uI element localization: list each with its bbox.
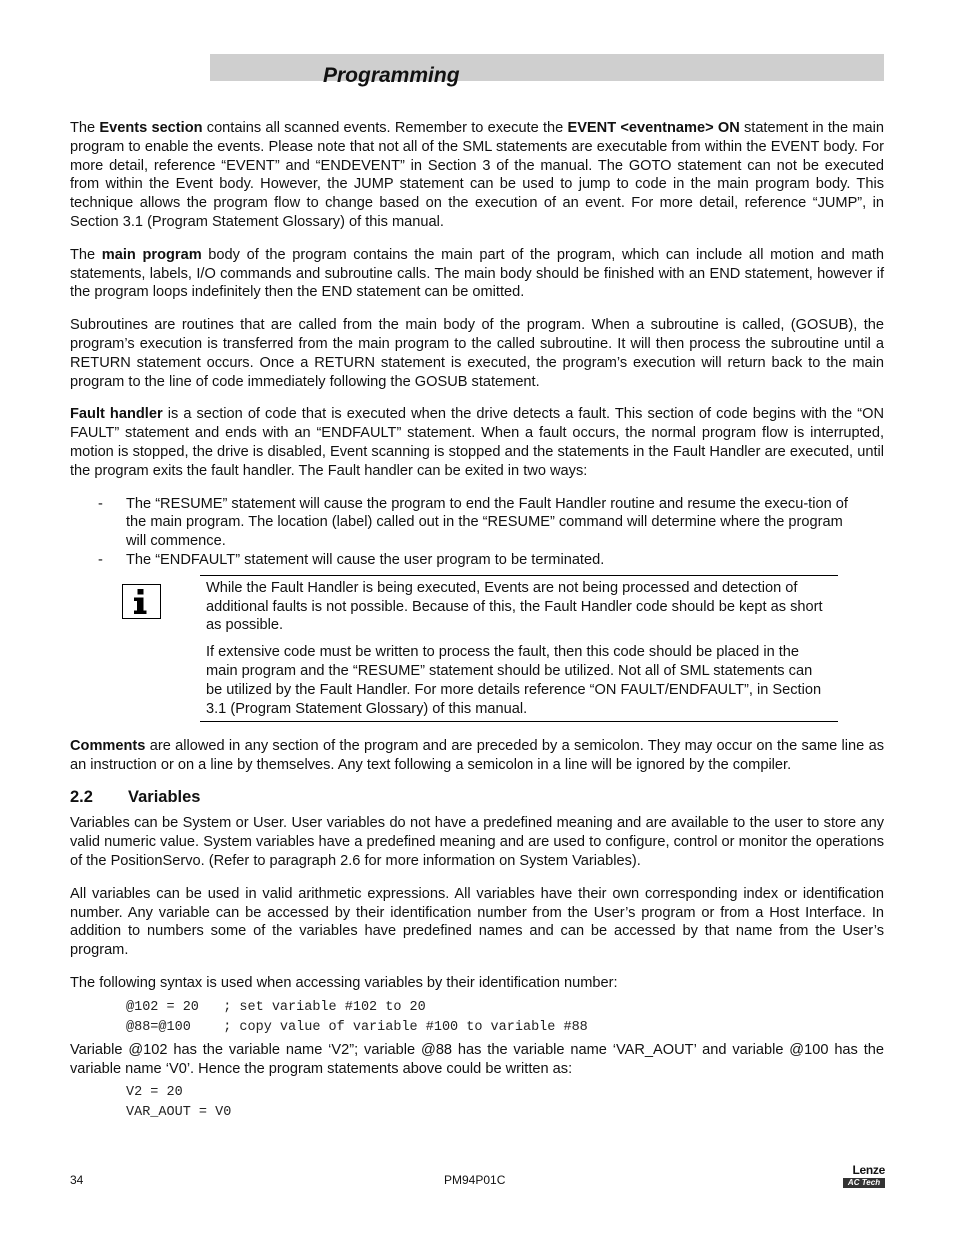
page-content [70,119,884,1126]
lenze-logo [843,1164,885,1188]
list-item: - The “RESUME” statement will cause the program to end the Fault Handler routine and resume the execu-tion of the main program. The location (label) called out in the “RESUME” command will determine where the program will commence. [98,495,848,550]
code-block [126,998,884,1038]
term-fault-handler: Fault handler [70,406,163,423]
section-number: 2.2 [70,788,93,807]
variables-paragraph: The following syntax is used when accessing variables by their identification number: [70,974,618,991]
code-line: V2 = 20 [126,1085,183,1101]
term-events-section: Events section [99,120,203,136]
term-event-on: EVENT <eventname> ON [567,120,740,136]
page-title: Programming [323,64,460,87]
info-icon [122,584,161,619]
note-text: If extensive code must be written to process the fault, then this code should be placed in the main program and the “RESUME” statement should be utilized. Not all of SML statements can be utilized by the Fault Handler. For more details reference “ON FAULT/ENDFAULT”, in Section 3.1 (Program Statement Glossary) of this manual. [206,644,822,717]
main-program-paragraph: The main program body of the program contains the main part of the program, which can include all motion and math statements, labels, I/O commands and subroutine calls. The main body should be finished with an END statement, however if the program loops indefinitely then the END statement can be omitted. [70,246,884,301]
comments-paragraph: Comments are allowed in any section of the program and are preceded by a semicolon. They may occur on the same line as an instruction or on a line by themselves. Any text following a semicolon in a line will be ignored by the compiler. [70,737,884,773]
logo-text: Lenze [852,1163,885,1177]
code-line: @102 = 20 ; set variable #102 to 20 [126,999,426,1015]
logo-subtext: AC Tech [843,1178,885,1188]
note-block [70,575,884,718]
section-title: Variables [128,788,201,807]
document-id: PM94P01C [444,1173,506,1187]
subroutines-paragraph: Subroutines are routines that are called from the main body of the program. When a subroutine is called, (GOSUB), the program’s execution is transferred from the main program to the called subroutine. It will then process the subroutine until a RETURN statement occurs. Once a RETURN statement is executed, the program’s execution will return back to the main program to the line of code immediately following the GOSUB statement. [70,317,884,390]
section-heading [70,788,884,808]
events-paragraph: The Events section contains all scanned events. Remember to execute the EVENT <eventname> ON statement in the main program to enable the events. Please note that not all of the SML statements are executable from within the EVENT body. For more detail, reference “EVENT” and “ENDEVENT” in Section 3 of the manual. The GOTO statement can not be executed from within the Event body. However, the JUMP statement can be used to jump to code in the main program body. This technique allows the program flow to change based on the execution of an event. For more detail, reference “JUMP”, in Section 3.1 (Program Statement Glossary) of this manual. [70,120,884,230]
page-number: 34 [70,1173,84,1187]
list-item: - The “ENDFAULT” statement will cause the user program to be terminated. [98,551,605,568]
header-bar [210,54,884,81]
code-line: @88=@100 ; copy value of variable #100 to variable #88 [126,1019,588,1035]
variables-paragraph: All variables can be used in valid arithmetic expressions. All variables have their own corresponding index or identification number. Any variable can be accessed by their identification number from the User’s program or from a Host Interface. In addition to numbers some of the variables have predefined names and can be accessed by that name from the User’s program. [70,885,884,959]
variables-paragraph: Variable @102 has the variable name ‘V2”; variable @88 has the variable name ‘VAR_AOUT’ and variable @100 has the variable name ‘V0’. Hence the program statements above could be written as: [70,1041,884,1077]
note-text: While the Fault Handler is being executed, Events are not being processed and detection of additional faults is not possible. Because of this, the Fault Handler code should be kept as short as possible. [206,579,823,634]
term-main-program: main program [101,246,202,263]
fault-exit-list [70,495,884,570]
fault-handler-paragraph: Fault handler is a section of code that is executed when the drive detects a fault. This section of code begins with the “ON FAULT” statement and ends with an “ENDFAULT” statement. When a fault occurs, the normal program flow is interrupted, motion is stopped, the drive is disabled, Event scanning is stopped and the statements in the Fault Handler are executed, until the program exits the fault handler. The Fault handler can be exited in two ways: [70,406,884,479]
note-box [200,575,838,723]
variables-paragraph: Variables can be System or User. User variables do not have a predefined meaning and are available to the user to store any valid numeric value. System variables have a predefined meaning and are used to configure, control or monitor the operations of the PositionServo. (Refer to paragraph 2.6 for more information on System Variables). [70,815,884,869]
code-block [126,1083,884,1123]
term-comments: Comments [70,737,146,754]
code-line: VAR_AOUT = V0 [126,1105,232,1121]
